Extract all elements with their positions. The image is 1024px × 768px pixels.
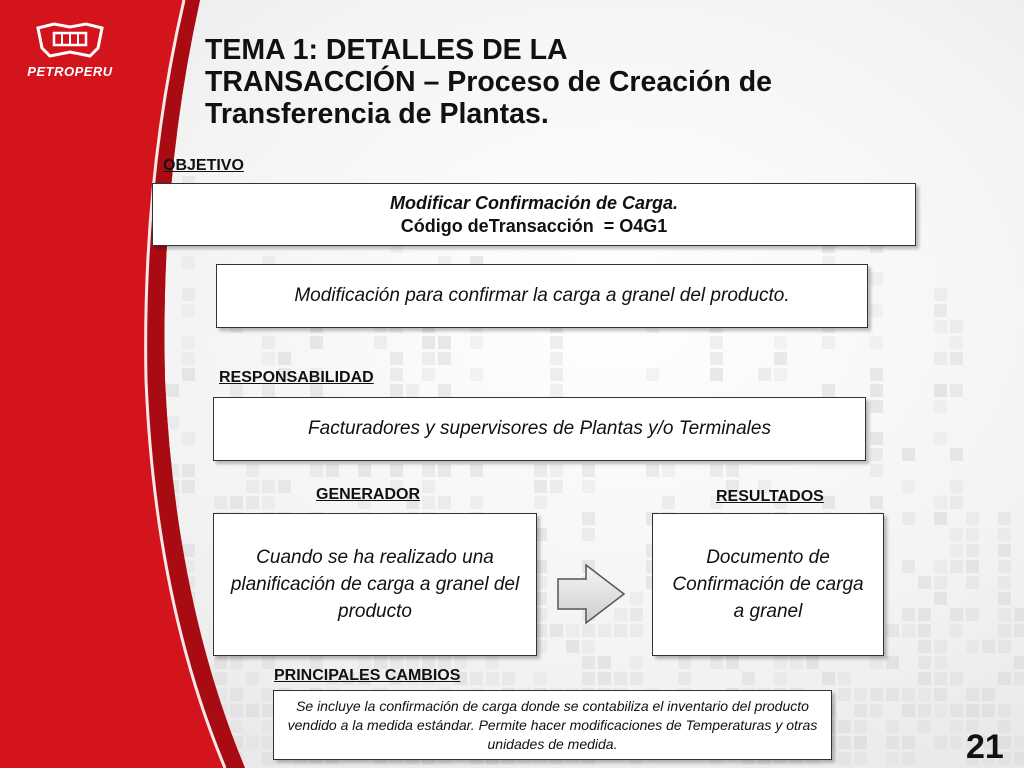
resultados-text: Documento de Confirmación de carga a granel [672,547,864,622]
resultados-box [652,513,884,656]
petroperu-logo [14,22,126,82]
principales-cambios-label: PRINCIPALES CAMBIOS [274,667,461,684]
right-arrow-icon [556,563,626,625]
responsabilidad-text: Facturadores y supervisores de Plantas y/o Terminales [308,418,771,439]
generador-box [213,513,537,656]
logo-brand-text: PETROPERU [27,64,113,79]
title-line-1: TEMA 1: DETALLES DE LA [205,34,568,66]
objetivo-title: Modificar Confirmación de Carga. [389,192,679,213]
resultados-label: RESULTADOS [716,488,824,505]
title-line-2: TRANSACCIÓN – Proceso de Creación de [205,66,772,98]
principales-cambios-box [273,690,832,760]
transaction-code: Código deTransacción = O4G1 [400,215,668,236]
objetivo-label: OBJETIVO [163,157,244,174]
petroperu-logo-icon [14,22,126,66]
objetivo-description: Modificación para confirmar la carga a granel del producto. [294,285,790,306]
principales-cambios-text: Se incluye la confirmación de carga donde se contabiliza el inventario del producto vendido a la medida estándar. Permite hacer modificaciones de Temperaturas y otras unidades de medida. [287,697,818,752]
page-number: 21 [966,728,1004,766]
page-title [205,34,925,130]
generador-label: GENERADOR [316,486,421,503]
responsabilidad-box [213,397,866,461]
title-line-3: Transferencia de Plantas. [205,98,549,130]
responsabilidad-label: RESPONSABILIDAD [219,369,374,386]
objetivo-description-box [216,264,868,328]
objetivo-box [152,183,916,246]
generador-text: Cuando se ha realizado una planificación de carga a granel del producto [230,547,520,622]
